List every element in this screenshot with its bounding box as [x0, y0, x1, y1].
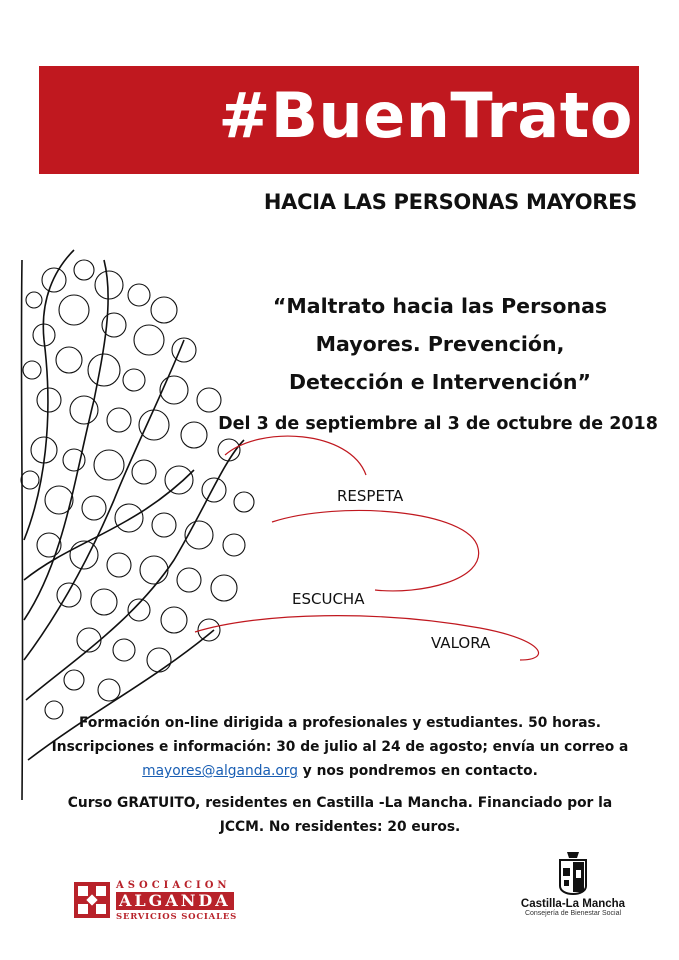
word-valora: VALORA: [431, 634, 491, 652]
course-title: [230, 287, 650, 401]
clm-name: Castilla-La Mancha: [520, 898, 626, 910]
subtitle: HACIA LAS PERSONAS MAYORES: [263, 190, 637, 214]
alganda-emblem-icon: [74, 882, 110, 918]
info-line: [40, 759, 640, 783]
word-escucha: ESCUCHA: [292, 590, 365, 608]
alganda-line2: ALGANDA: [116, 892, 234, 910]
info-line: Inscripciones e información: 30 de julio al 24 de agosto; envía un correo a: [51, 739, 629, 755]
info-line: Formación on-line dirigida a profesionales y estudiantes. 50 horas.: [79, 715, 601, 731]
course-info: [40, 711, 640, 783]
info-line: Curso GRATUITO, residentes en Castilla -La Mancha. Financiado por la: [67, 795, 613, 811]
castilla-la-mancha-logo: [518, 850, 628, 930]
castle-emblem-icon: [556, 850, 590, 896]
info-line: JCCM. No residentes: 20 euros.: [219, 819, 461, 835]
clm-subtitle: Consejería de Bienestar Social: [524, 910, 622, 917]
alganda-line3: SERVICIOS SOCIALES: [116, 912, 238, 922]
alganda-line1: ASOCIACION: [116, 880, 231, 891]
course-dates: Del 3 de septiembre al 3 de octubre de 2018: [218, 414, 658, 434]
course-title-line: “Maltrato hacia las Personas: [272, 294, 608, 318]
email-link[interactable]: mayores@alganda.org: [142, 763, 298, 779]
course-title-line: Detección e Intervención”: [288, 370, 592, 394]
hashtag-title: #BuenTrato: [218, 79, 633, 152]
info-line-rest: y nos pondremos en contacto.: [297, 763, 538, 779]
alganda-logo: [74, 878, 239, 926]
word-respeta: RESPETA: [337, 487, 404, 505]
pricing-info: [40, 791, 640, 839]
course-title-line: Mayores. Prevención,: [315, 332, 565, 356]
